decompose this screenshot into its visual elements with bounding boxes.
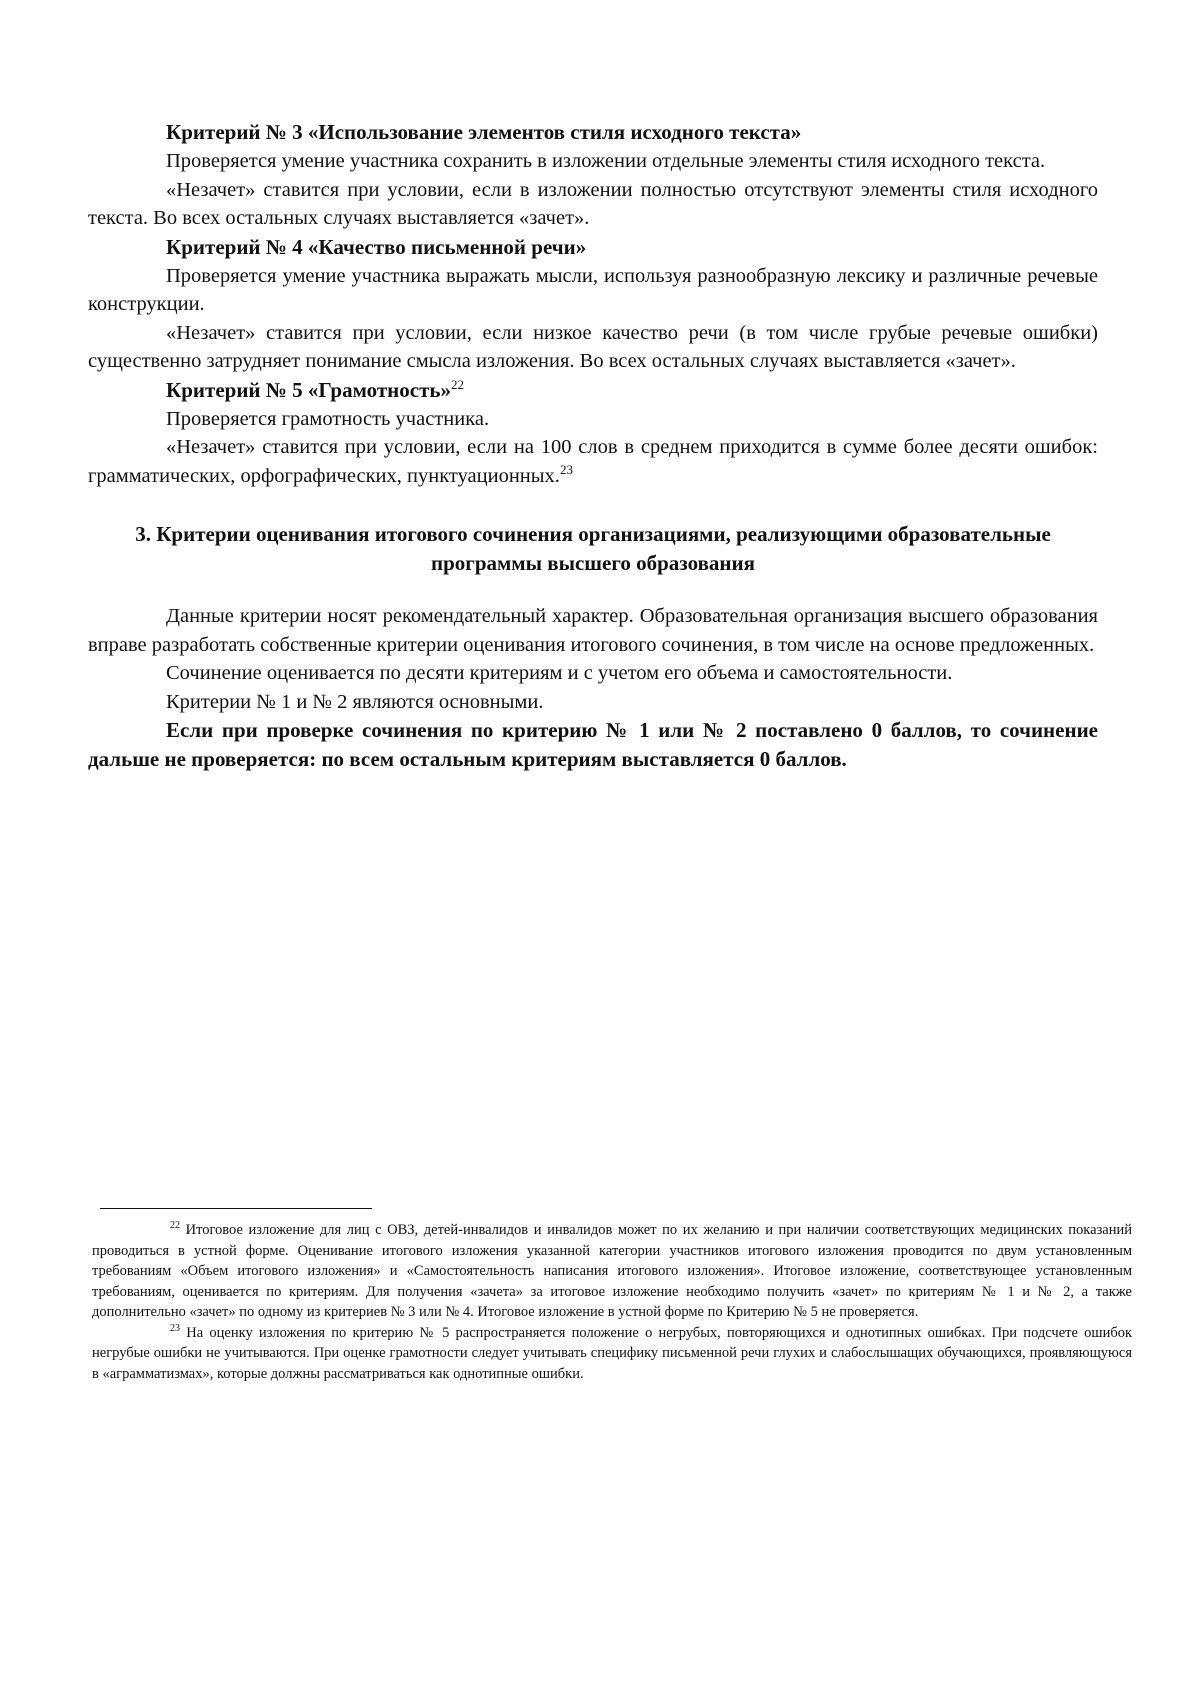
section-3-paragraph-3: Критерии № 1 и № 2 являются основными. [166,690,544,713]
footnote-text-23: На оценку изложения по критерию № 5 распространяется положение о негрубых, повторяющихся и однотипных ошибках. При подсчете ошибок негрубые ошибки не учитываются. При оценке грамотности следует учитывать специфику письменной речи глухих и слабослышащих обучающихся, проявляющуюся в «аграмматизмах», которые должны рассматриваться как однотипные ошибки. [92,1324,1133,1382]
criterion-5-paragraph-2: «Незачет» ставится при условии, если на 100 слов в среднем приходится в сумме более десяти ошибок: грамматических, орфографических, пунктуационных. [88,436,1098,487]
criterion-5-paragraph-2-line [88,433,1098,490]
footnote-22 [92,1220,1132,1323]
criterion-3-heading: Критерий № 3 «Использование элементов стиля исходного текста» [166,120,802,144]
criterion-3-paragraph-2: «Незачет» ставится при условии, если в изложении полностью отсутствуют элементы стиля исходного текста. Во всех остальных случаях выставляется «зачет». [88,178,1098,229]
footnote-number-23: 23 [170,1322,180,1334]
section-3-bold-rule: Если при проверке сочинения по критерию № 1 или № 2 поставлено 0 баллов, то сочинение дальше не проверяется: по всем остальным критериям выставляется 0 баллов. [88,718,1098,771]
criterion-4-heading: Критерий № 4 «Качество письменной речи» [166,234,587,259]
section-3-paragraph-1: Данные критерии носят рекомендательный характер. Образовательная организация высшего образования вправе разработать собственные критерии оценивания итогового сочинения, в том числе на основе предложенных. [88,605,1098,656]
footnote-ref-23[interactable]: 23 [559,461,573,477]
footnote-separator [100,1208,372,1209]
footnote-number-22: 22 [170,1220,180,1232]
criterion-3-paragraph-1: Проверяется умение участника сохранить в изложении отдельные элементы стиля исходного текста. [166,150,1046,172]
section-3-paragraph-2: Сочинение оценивается по десяти критериям и с учетом его объема и самостоятельности. [166,662,953,684]
section-3-title: 3. Критерии оценивания итогового сочинения организациями, реализующими образовательные программы высшего образования [135,522,1051,575]
criterion-5-paragraph-1: Проверяется грамотность участника. [166,407,490,430]
footnote-text-22: Итоговое изложение для лиц с ОВЗ, детей-инвалидов и инвалидов может по их желанию и при наличии соответствующих медицинских показаний проводиться в устной форме. Оценивание итогового изложения указанной категории участников итогового изложения проводится по двум установленным требованиям «Объем итогового изложения» и «Самостоятельность написания итогового изложения». Итоговое изложение, соответствующее установленным требованиям, оценивается по критериям. Для получения «зачета» за итоговое изложение необходимо получить «зачет» по критериям № 1 и № 2, а также дополнительно «зачет» по одному из критериев № 3 или № 4. Итоговое изложение в устной форме по Критерию № 5 не проверяется. [92,1222,1133,1320]
footnotes [92,1220,1132,1384]
document-body [88,118,1098,774]
criterion-5-heading-line [88,376,1098,405]
criterion-5-heading: Критерий № 5 «Грамотность» [166,377,451,402]
footnote-ref-22[interactable]: 22 [451,376,464,392]
criterion-4-paragraph-1: Проверяется умение участника выражать мысли, используя разнообразную лексику и различные речевые конструкции. [88,264,1098,315]
criterion-4-paragraph-2: «Незачет» ставится при условии, если низкое качество речи (в том числе грубые речевые ошибки) существенно затрудняет понимание смысла изложения. Во всех остальных случаях выставляется «зачет». [88,321,1098,372]
footnote-23 [92,1323,1132,1385]
